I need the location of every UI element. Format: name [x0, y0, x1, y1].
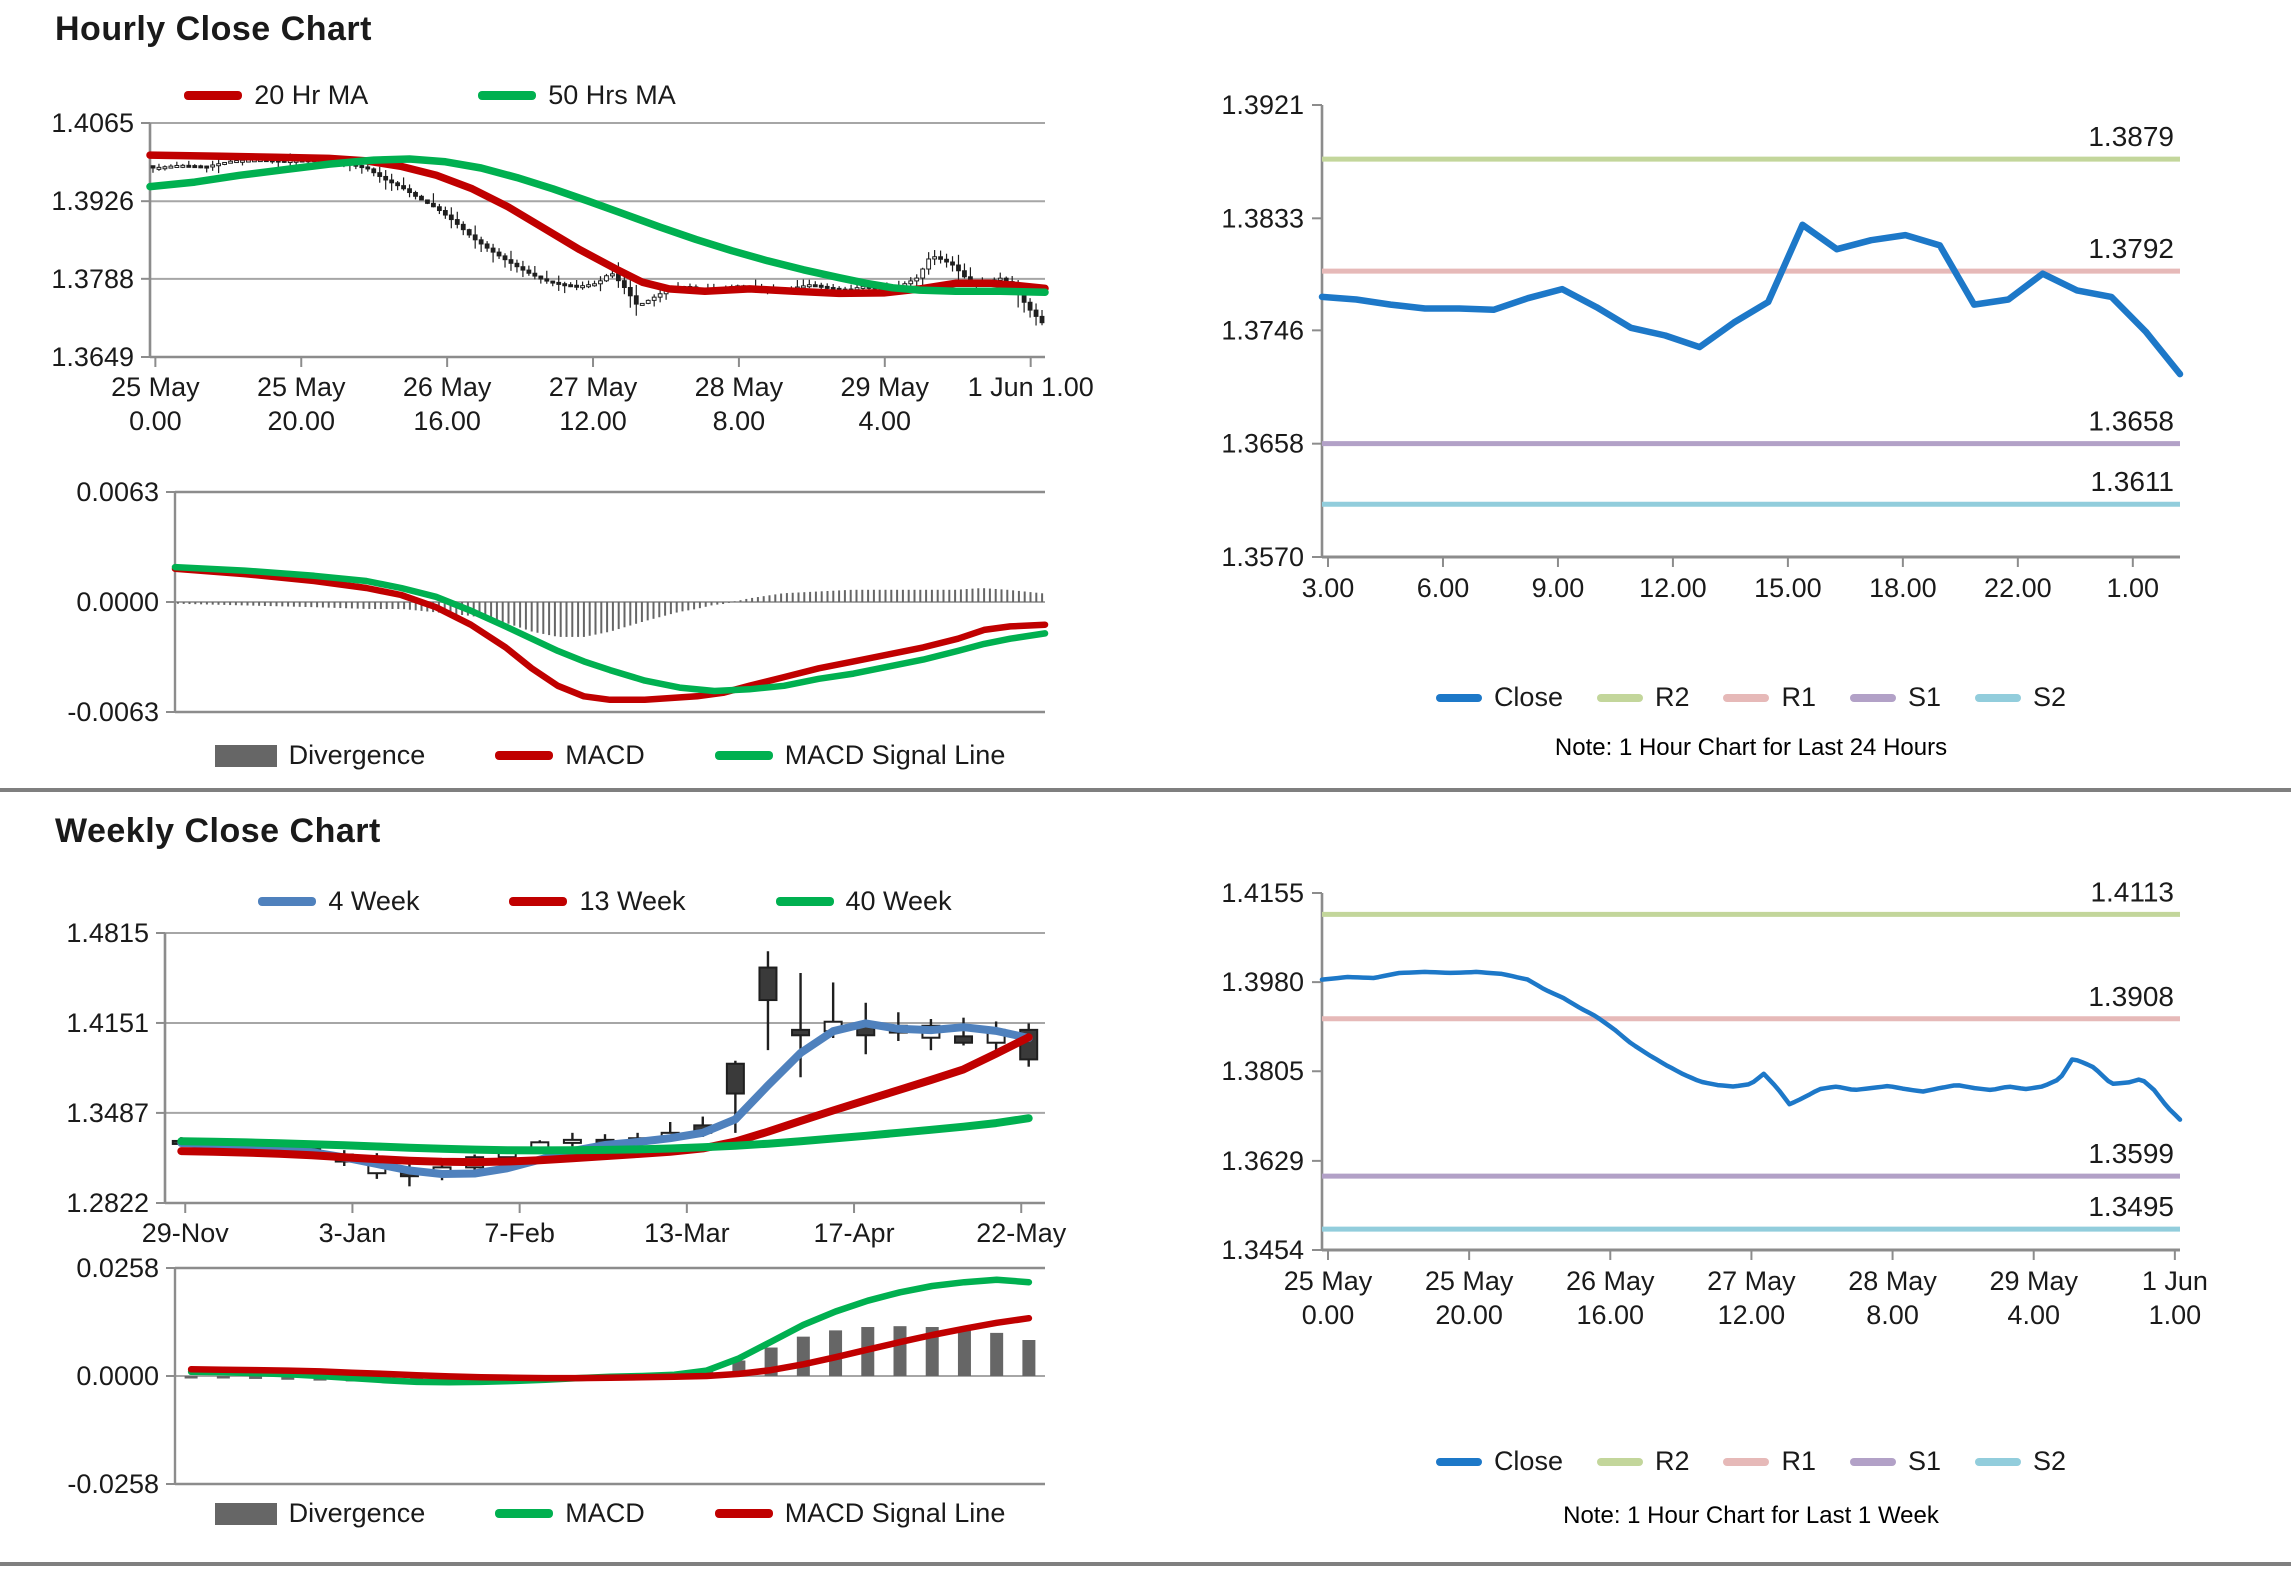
- legend-label: R2: [1654, 1446, 1690, 1476]
- legend-label: Close: [1493, 1446, 1563, 1476]
- candle-body: [998, 278, 1002, 280]
- axis-label: 1.3658: [2088, 405, 2174, 437]
- axis-label: 6.00: [1416, 573, 1470, 603]
- axis-label: 29 May: [840, 372, 930, 402]
- axis-label: 25 May: [1424, 1266, 1514, 1296]
- axis-label: 20.00: [1435, 1300, 1503, 1330]
- candle-body: [539, 276, 543, 279]
- divergence-bar: [185, 1376, 198, 1379]
- candle-body: [813, 285, 817, 287]
- axis-label: 1.3980: [1221, 967, 1304, 998]
- axis-label: 29 May: [1989, 1266, 2078, 1296]
- axis-label: 1.3599: [2088, 1138, 2174, 1170]
- legend-item-divergence: [215, 740, 426, 771]
- candle-body: [599, 281, 603, 284]
- candle-body: [521, 267, 525, 270]
- week-close-legend: [1322, 1446, 2180, 1477]
- axis-label: 1.3792: [2088, 233, 2174, 265]
- axis-label: 1.3746: [1221, 315, 1304, 346]
- candle-body: [575, 285, 579, 287]
- axis-label: 1.3570: [1221, 542, 1304, 572]
- candle-body: [163, 167, 167, 169]
- candle-body: [801, 286, 805, 288]
- candle-body: [646, 300, 650, 303]
- line-swatch-icon: [1850, 694, 1896, 702]
- candle-body: [569, 285, 573, 287]
- legend-item-macd-signal-line: [715, 1498, 1006, 1529]
- line-swatch-icon: [776, 897, 834, 906]
- candle-body: [640, 303, 644, 305]
- axis-label: 1.3649: [51, 342, 134, 372]
- candle-body: [927, 259, 931, 269]
- axis-label: 28 May: [694, 372, 784, 402]
- candle-body: [378, 173, 382, 177]
- line-swatch-icon: [1436, 1458, 1482, 1466]
- line-swatch-icon: [495, 1509, 553, 1518]
- line-swatch-icon: [715, 751, 773, 760]
- candle-body: [819, 285, 823, 287]
- legend-item-20-hr-ma: [184, 80, 368, 111]
- axis-label: 7-Feb: [484, 1218, 555, 1248]
- week-close-note: Note: 1 Hour Chart for Last 1 Week: [1563, 1502, 1939, 1529]
- legend-label: S2: [2033, 1446, 2067, 1476]
- legend-label: Divergence: [288, 740, 426, 770]
- candle-body: [181, 165, 185, 167]
- candle-body: [408, 189, 412, 193]
- candle-body: [491, 248, 495, 252]
- axis-label: 1.3805: [1221, 1056, 1304, 1087]
- legend-item-close: [1436, 1446, 1563, 1477]
- axis-label: 1 Jun: [2141, 1266, 2208, 1296]
- candle-body: [593, 284, 597, 286]
- candle-body: [622, 281, 626, 288]
- axis-label: 0.0000: [76, 1361, 159, 1391]
- legend-item-13-week: [509, 886, 685, 917]
- candle-body: [551, 281, 555, 283]
- candle-body: [545, 279, 549, 281]
- axis-label: 17-Apr: [813, 1218, 895, 1248]
- legend-item-s2: [1975, 1446, 2066, 1477]
- axis-label: -0.0063: [67, 697, 159, 727]
- axis-label: 1.3611: [2090, 466, 2174, 498]
- axis-label: -0.0258: [67, 1469, 159, 1499]
- line-swatch-icon: [1597, 1458, 1643, 1466]
- close-line: [1322, 225, 2180, 374]
- legend-label: 40 Week: [845, 886, 952, 916]
- candle-body: [479, 240, 483, 244]
- legend-label: R2: [1654, 682, 1690, 712]
- axis-label: 0.00: [1301, 1300, 1355, 1330]
- week-close-chart: [1221, 876, 2207, 1330]
- candle-body: [372, 169, 376, 173]
- axis-label: 13-Mar: [644, 1218, 730, 1248]
- divergence-bar: [894, 1326, 907, 1376]
- candle-body: [564, 1140, 581, 1143]
- weekly-price-chart: [66, 918, 1066, 1248]
- legend-label: R1: [1781, 682, 1816, 712]
- legend-label: S1: [1908, 682, 1942, 712]
- divergence-bar: [217, 1376, 230, 1379]
- axis-label: 27 May: [548, 372, 638, 402]
- candle-body: [634, 296, 638, 304]
- candle-body: [533, 273, 537, 276]
- axis-label: 1.00: [2106, 573, 2160, 603]
- candle-body: [157, 167, 161, 169]
- axis-label: 1.00: [2148, 1300, 2202, 1330]
- candle-body: [360, 166, 364, 168]
- bar-swatch-icon: [215, 745, 277, 767]
- hourly-macd-chart: [67, 477, 1045, 727]
- candle-body: [420, 196, 424, 200]
- line-swatch-icon: [715, 1509, 773, 1518]
- candle-body: [426, 200, 430, 203]
- weekly-price-legend: [165, 886, 1045, 917]
- axis-label: 9.00: [1531, 573, 1585, 603]
- weekly-macd-legend: [175, 1498, 1045, 1529]
- axis-label: 3.00: [1301, 573, 1355, 603]
- bar-swatch-icon: [215, 1503, 277, 1525]
- candle-body: [241, 160, 245, 162]
- axis-label: 1.3629: [1221, 1145, 1304, 1176]
- divergence-bar: [958, 1330, 971, 1376]
- candle-body: [605, 276, 609, 281]
- axis-label: 12.00: [1639, 573, 1707, 603]
- axis-label: 22-May: [976, 1218, 1067, 1248]
- line-swatch-icon: [184, 91, 242, 100]
- weekly-macd-chart: [67, 1253, 1045, 1499]
- candle-body: [443, 211, 447, 216]
- legend-item-r1: [1723, 682, 1816, 713]
- candle-body: [933, 257, 937, 259]
- legend-item-50-hrs-ma: [478, 80, 676, 111]
- day-close-note: Note: 1 Hour Chart for Last 24 Hours: [1554, 734, 1948, 761]
- legend-item-s1: [1850, 682, 1941, 713]
- line-swatch-icon: [258, 897, 316, 906]
- bottom-separator: [0, 1562, 2291, 1566]
- legend-item-macd-signal-line: [715, 740, 1006, 771]
- candle-body: [921, 269, 925, 278]
- candle-body: [581, 286, 585, 288]
- divergence-bar: [1022, 1340, 1035, 1376]
- candle-body: [963, 271, 967, 277]
- line-swatch-icon: [1975, 1458, 2021, 1466]
- candle-body: [909, 281, 913, 284]
- candle-body: [1040, 316, 1044, 322]
- line-swatch-icon: [1723, 1458, 1769, 1466]
- axis-label: 22.00: [1984, 573, 2052, 603]
- line-swatch-icon: [509, 897, 567, 906]
- legend-label: R1: [1781, 1446, 1816, 1476]
- candle-body: [825, 286, 829, 288]
- axis-label: 26 May: [402, 372, 492, 402]
- axis-label: 4.00: [2007, 1300, 2060, 1330]
- candle-body: [485, 244, 489, 248]
- line-swatch-icon: [1975, 694, 2021, 702]
- candle-body: [384, 176, 388, 180]
- candle-body: [229, 161, 233, 163]
- axis-label: 25 May: [1283, 1266, 1373, 1296]
- axis-label: 0.0258: [76, 1253, 159, 1283]
- axis-label: 27 May: [1707, 1266, 1796, 1296]
- axis-label: 1.3833: [1221, 203, 1304, 234]
- legend-item-r2: [1597, 682, 1690, 713]
- axis-label: 1.3487: [66, 1097, 149, 1128]
- axis-label: 16.00: [1576, 1300, 1645, 1330]
- candle-body: [1034, 310, 1038, 316]
- axis-label: 25 May: [111, 372, 200, 402]
- legend-item-s2: [1975, 682, 2066, 713]
- axis-label: 0.0000: [76, 587, 159, 617]
- candle-body: [223, 162, 227, 164]
- axis-label: 12.00: [1717, 1300, 1786, 1330]
- line-swatch-icon: [1723, 694, 1769, 702]
- candle-body: [915, 278, 919, 281]
- candle-body: [187, 165, 191, 167]
- legend-label: 4 Week: [328, 886, 420, 916]
- axis-label: 1.3908: [2088, 980, 2174, 1012]
- axis-label: 1.4065: [51, 108, 134, 138]
- candle-body: [503, 256, 507, 260]
- axis-label: 26 May: [1566, 1266, 1655, 1296]
- divergence-bars: [178, 588, 1042, 637]
- weekly-close-chart-title: Weekly Close Chart: [55, 812, 381, 850]
- legend-label: Close: [1493, 682, 1563, 712]
- candle-body: [628, 287, 632, 295]
- day-close-legend: [1322, 682, 2180, 713]
- line-swatch-icon: [478, 91, 536, 100]
- candle-body: [151, 166, 155, 168]
- axis-label: 16.00: [413, 406, 481, 436]
- axis-label: 20.00: [267, 406, 336, 436]
- axis-label: 1.4815: [66, 918, 149, 948]
- candle-body: [587, 285, 591, 287]
- legend-label: MACD: [565, 1498, 645, 1528]
- candle-body: [473, 235, 477, 240]
- axis-label: 28 May: [1848, 1266, 1937, 1296]
- candle-body: [563, 284, 567, 286]
- axis-label: 4.00: [858, 406, 912, 436]
- close-line: [1322, 972, 2180, 1120]
- axis-label: 12.00: [559, 406, 627, 436]
- axis-label: 1.2822: [66, 1188, 149, 1218]
- hourly-price-legend: [150, 80, 710, 111]
- line-swatch-icon: [495, 751, 553, 760]
- legend-item-divergence: [215, 1498, 426, 1529]
- candle-body: [955, 1036, 972, 1042]
- candle-body: [205, 166, 209, 168]
- candle-body: [957, 265, 961, 271]
- macd-signal-line: [175, 567, 1045, 691]
- candle-body: [515, 263, 519, 266]
- day-close-chart: [1221, 90, 2180, 603]
- candle-body: [396, 183, 400, 186]
- candle-body: [366, 167, 370, 169]
- candle-body: [175, 165, 179, 167]
- line-swatch-icon: [1597, 694, 1643, 702]
- axis-label: 3-Jan: [318, 1218, 387, 1248]
- legend-item-r2: [1597, 1446, 1690, 1477]
- line-swatch-icon: [1436, 694, 1482, 702]
- divergence-bar: [797, 1337, 810, 1376]
- axis-label: 15.00: [1754, 573, 1822, 603]
- axis-label: 25 May: [256, 372, 346, 402]
- candle-body: [414, 193, 418, 197]
- candle-body: [831, 288, 835, 290]
- candle-body: [211, 165, 215, 167]
- candle-body: [437, 207, 441, 211]
- candle-body: [727, 1064, 744, 1094]
- axis-label: 0.00: [129, 406, 182, 436]
- legend-label: MACD Signal Line: [784, 1498, 1006, 1528]
- axis-label: 1.3454: [1221, 1235, 1304, 1265]
- axis-label: 1.3921: [1221, 90, 1304, 120]
- legend-label: MACD Signal Line: [784, 740, 1006, 770]
- axis-label: 1.3788: [51, 263, 134, 294]
- candle-body: [432, 203, 436, 206]
- axis-label: 1.3926: [51, 186, 134, 217]
- candle-body: [461, 224, 465, 229]
- axis-label: 8.00: [712, 406, 766, 436]
- axis-label: 0.0063: [76, 477, 159, 507]
- candle-body: [951, 262, 955, 265]
- legend-item-40-week: [776, 886, 952, 917]
- candle-body: [807, 285, 811, 287]
- candle-body: [193, 166, 197, 168]
- candle-body: [217, 164, 221, 166]
- axis-label: 1.3879: [2088, 121, 2174, 153]
- candle-body: [792, 1030, 809, 1035]
- legend-label: 50 Hrs MA: [548, 80, 676, 110]
- legend-item-macd: [495, 740, 645, 771]
- candle-body: [390, 180, 394, 183]
- legend-item-macd: [495, 1498, 645, 1529]
- candle-body: [235, 161, 239, 163]
- candle-body: [759, 968, 776, 1001]
- candle-body: [509, 260, 513, 264]
- candle-body: [467, 230, 471, 235]
- macd-line: [175, 569, 1045, 700]
- legend-label: S1: [1908, 1446, 1942, 1476]
- legend-item-r1: [1723, 1446, 1816, 1477]
- axis-label: 1.4155: [1221, 878, 1304, 908]
- legend-label: MACD: [565, 740, 645, 770]
- legend-item-close: [1436, 682, 1563, 713]
- axis-label: 1.3658: [1221, 428, 1304, 459]
- axis-label: 1.4113: [2090, 876, 2174, 908]
- legend-label: 20 Hr MA: [254, 80, 369, 110]
- candle-body: [611, 274, 615, 276]
- legend-label: 13 Week: [579, 886, 686, 916]
- candle-body: [658, 294, 662, 297]
- legend-item-4-week: [258, 886, 419, 917]
- hourly-close-chart-title: Hourly Close Chart: [55, 10, 372, 48]
- candle-body: [1028, 302, 1032, 310]
- legend-label: S2: [2033, 682, 2067, 712]
- axis-label: 8.00: [1866, 1300, 1919, 1330]
- axis-label: 1 Jun 1.00: [967, 372, 1094, 402]
- candle-body: [939, 257, 943, 260]
- axis-label: 29-Nov: [141, 1218, 229, 1248]
- candle-body: [945, 259, 949, 262]
- line-swatch-icon: [1850, 1458, 1896, 1466]
- candle-body: [169, 166, 173, 168]
- ma-20hr-line: [150, 155, 1045, 293]
- candle-body: [652, 297, 656, 300]
- legend-item-s1: [1850, 1446, 1941, 1477]
- legend-label: Divergence: [288, 1498, 426, 1528]
- hourly-price-chart: [51, 108, 1093, 436]
- candle-body: [497, 252, 501, 256]
- candle-body: [527, 270, 531, 273]
- candle-body: [449, 215, 453, 220]
- ma-50hr-line: [150, 159, 1045, 292]
- hourly-macd-legend: [175, 740, 1045, 771]
- candle-body: [855, 288, 859, 290]
- candle-body: [402, 186, 406, 189]
- divergence-bar: [990, 1333, 1003, 1376]
- candles: [151, 153, 1044, 325]
- axis-label: 18.00: [1869, 573, 1937, 603]
- axis-label: 1.4151: [66, 1007, 149, 1038]
- candle-body: [199, 166, 203, 168]
- candle-body: [455, 220, 459, 225]
- axis-label: 1.3495: [2088, 1191, 2174, 1223]
- candle-body: [557, 282, 561, 284]
- section-separator: [0, 788, 2291, 792]
